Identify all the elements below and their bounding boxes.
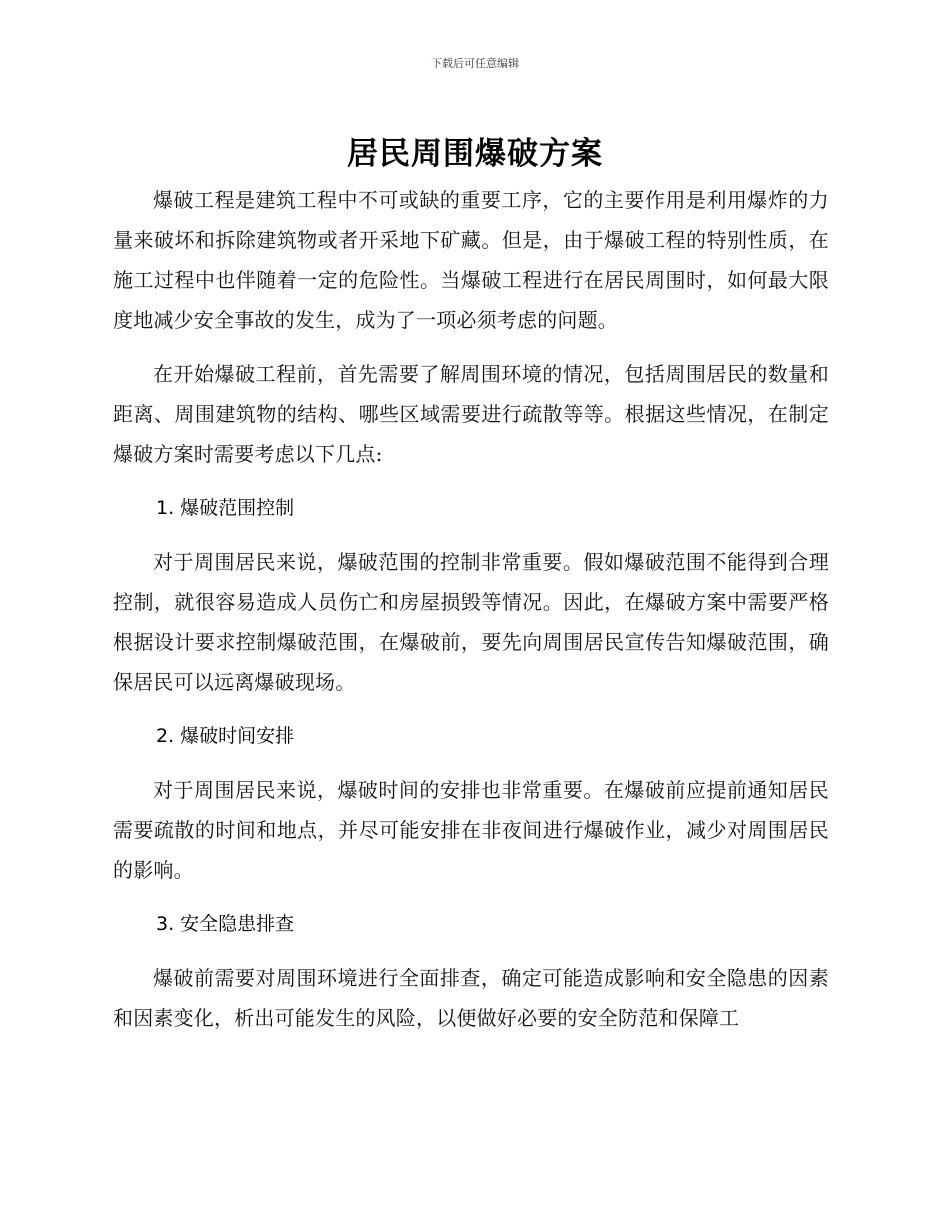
section-heading-2: 2. 爆破时间安排 (156, 725, 295, 747)
document-title: 居民周围爆破方案 (347, 136, 603, 172)
section-body-2: 对于周围居民来说，爆破时间的安排也非常重要。在爆破前应提前通知居民需要疏散的时间和地点，并尽可能安排在非夜间进行爆破作业，减少对周围居民的影响。 (113, 778, 829, 882)
intro-paragraph-1: 爆破工程是建筑工程中不可或缺的重要工序，它的主要作用是利用爆炸的力量来破坏和拆除建筑物或者开采地下矿藏。但是，由于爆破工程的特别性质，在施工过程中也伴随着一定的危险性。当爆破工程进行在居民周围时，如何最大限度地减少安全事故的发生，成为了一项必须考虑的问题。 (113, 188, 829, 332)
section-heading-3: 3. 安全隐患排查 (156, 913, 295, 935)
section-body-3: 爆破前需要对周围环境进行全面排查，确定可能造成影响和安全隐患的因素和因素变化，析出可能发生的风险，以便做好必要的安全防范和保障工 (113, 966, 829, 1030)
section-heading-1: 1. 爆破范围控制 (156, 497, 295, 519)
intro-paragraph-2: 在开始爆破工程前，首先需要了解周围环境的情况，包括周围居民的数量和距离、周围建筑物的结构、哪些区域需要进行疏散等等。根据这些情况，在制定爆破方案时需要考虑以下几点: (113, 362, 829, 466)
header-note: 下载后可任意编辑 (431, 57, 519, 70)
section-body-1: 对于周围居民来说，爆破范围的控制非常重要。假如爆破范围不能得到合理控制，就很容易造成人员伤亡和房屋损毁等情况。因此，在爆破方案中需要严格根据设计要求控制爆破范围，在爆破前，要先向周围居民宣传告知爆破范围，确保居民可以远离爆破现场。 (113, 550, 829, 694)
document-body (113, 180, 829, 1052)
